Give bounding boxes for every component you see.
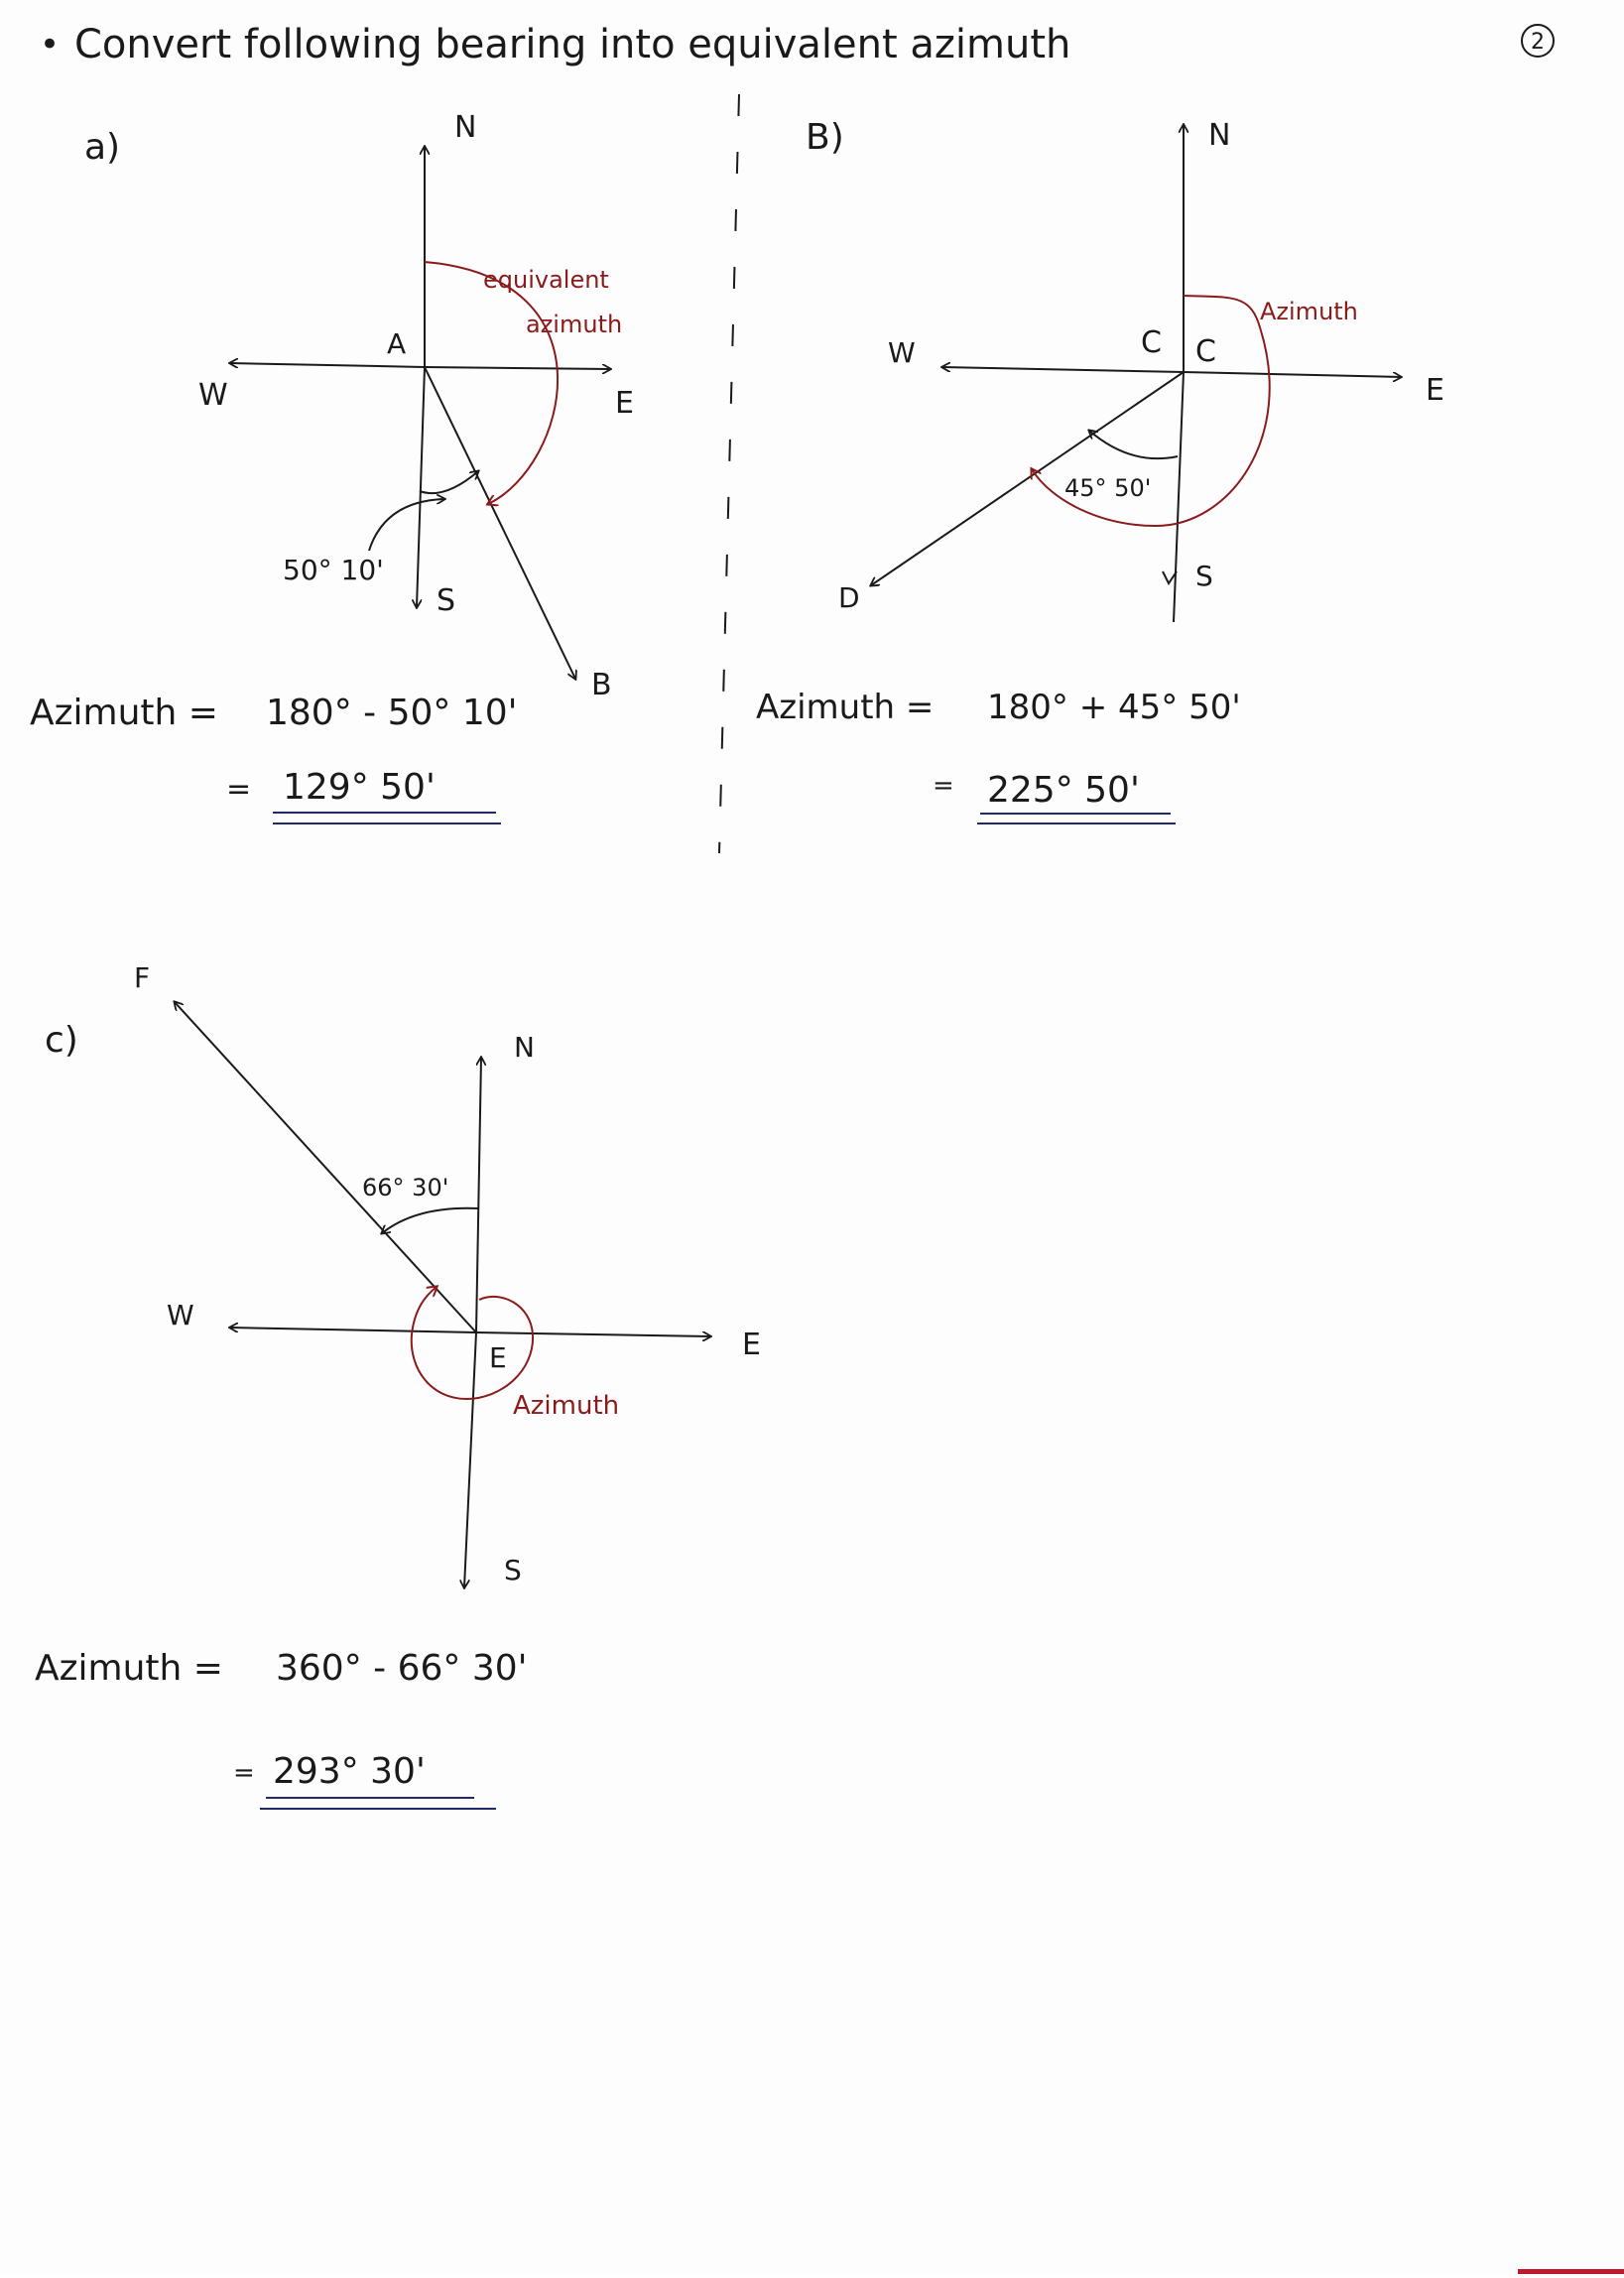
calc-expr-b: 180° + 45° 50' (987, 688, 1241, 727)
arc-label-b: Azimuth (1260, 298, 1358, 325)
bearing-angle-a: 50° 10' (283, 554, 384, 586)
bearing-angle-b: 45° 50' (1064, 474, 1152, 502)
part-b-label: B) (806, 117, 844, 158)
east-axis-b (1184, 372, 1401, 377)
bearing-angle-arc-b (1089, 431, 1178, 458)
diagram-a (84, 110, 634, 702)
result-a: 129° 50' (283, 767, 436, 808)
south-axis-a (417, 367, 425, 607)
north-axis-c (476, 1058, 481, 1332)
west-axis-c (230, 1328, 476, 1332)
result-prefix-a: = (226, 772, 252, 807)
east-label-b: E (1426, 373, 1444, 408)
diagram-c (45, 961, 761, 1587)
south-label-b: S (1195, 560, 1213, 592)
south-label-c: S (504, 1554, 522, 1586)
station-c: C (1195, 334, 1216, 369)
result-b: 225° 50' (987, 770, 1140, 811)
west-label-c: W (167, 1299, 194, 1331)
east-axis-a (425, 367, 610, 369)
diagram-b (806, 117, 1444, 622)
arc-label-a-line2: azimuth (526, 311, 623, 338)
worksheet-title: Convert following bearing into equivalent azimuth (74, 22, 1071, 67)
south-axis-c (464, 1332, 476, 1587)
section-divider (719, 94, 739, 853)
bearing-line-ef (175, 1002, 476, 1332)
calc-expr-c: 360° - 66° 30' (276, 1648, 528, 1689)
calc-label-c: Azimuth = (35, 1648, 223, 1689)
part-c-label: c) (45, 1020, 78, 1061)
south-label-a: S (437, 583, 456, 618)
station-a: A (387, 327, 407, 360)
target-b: B (591, 668, 612, 702)
calc-label-b: Azimuth = (756, 688, 935, 727)
north-label-c: N (514, 1031, 535, 1064)
target-d: D (838, 581, 860, 614)
bearing-angle-arc-c (382, 1208, 479, 1233)
result-prefix-c: = (233, 1758, 255, 1788)
paper-edge-mark (1518, 2269, 1624, 2274)
bearing-angle-arc-a (420, 471, 478, 493)
station-c-left: C (1141, 325, 1162, 360)
station-e: E (489, 1341, 507, 1374)
equivalent-azimuth-arc (425, 262, 558, 504)
result-c: 293° 30' (273, 1751, 426, 1792)
target-f: F (134, 961, 151, 994)
calc-label-a: Azimuth = (30, 693, 218, 733)
west-label-b: W (888, 336, 916, 369)
calc-expr-a: 180° - 50° 10' (266, 693, 518, 733)
bearing-angle-c: 66° 30' (362, 1174, 449, 1202)
page-number: 2 (1531, 30, 1545, 55)
bullet-marker: • (40, 25, 61, 64)
part-a-label: a) (84, 127, 121, 168)
east-label-c: E (742, 1328, 761, 1362)
arc-label-c: Azimuth (513, 1391, 620, 1421)
east-label-a: E (615, 386, 634, 421)
west-label-a: W (198, 378, 228, 413)
east-axis-c (476, 1332, 710, 1336)
angle-pointer-a (369, 499, 444, 551)
north-label-a: N (454, 110, 477, 145)
west-axis-a (230, 363, 425, 367)
west-axis-b (942, 367, 1184, 372)
azimuth-arc-c (412, 1287, 533, 1399)
arc-label-a-line1: equivalent (483, 266, 609, 294)
south-axis-b (1174, 372, 1184, 622)
result-prefix-b: = (933, 771, 954, 801)
north-label-b: N (1208, 118, 1231, 153)
